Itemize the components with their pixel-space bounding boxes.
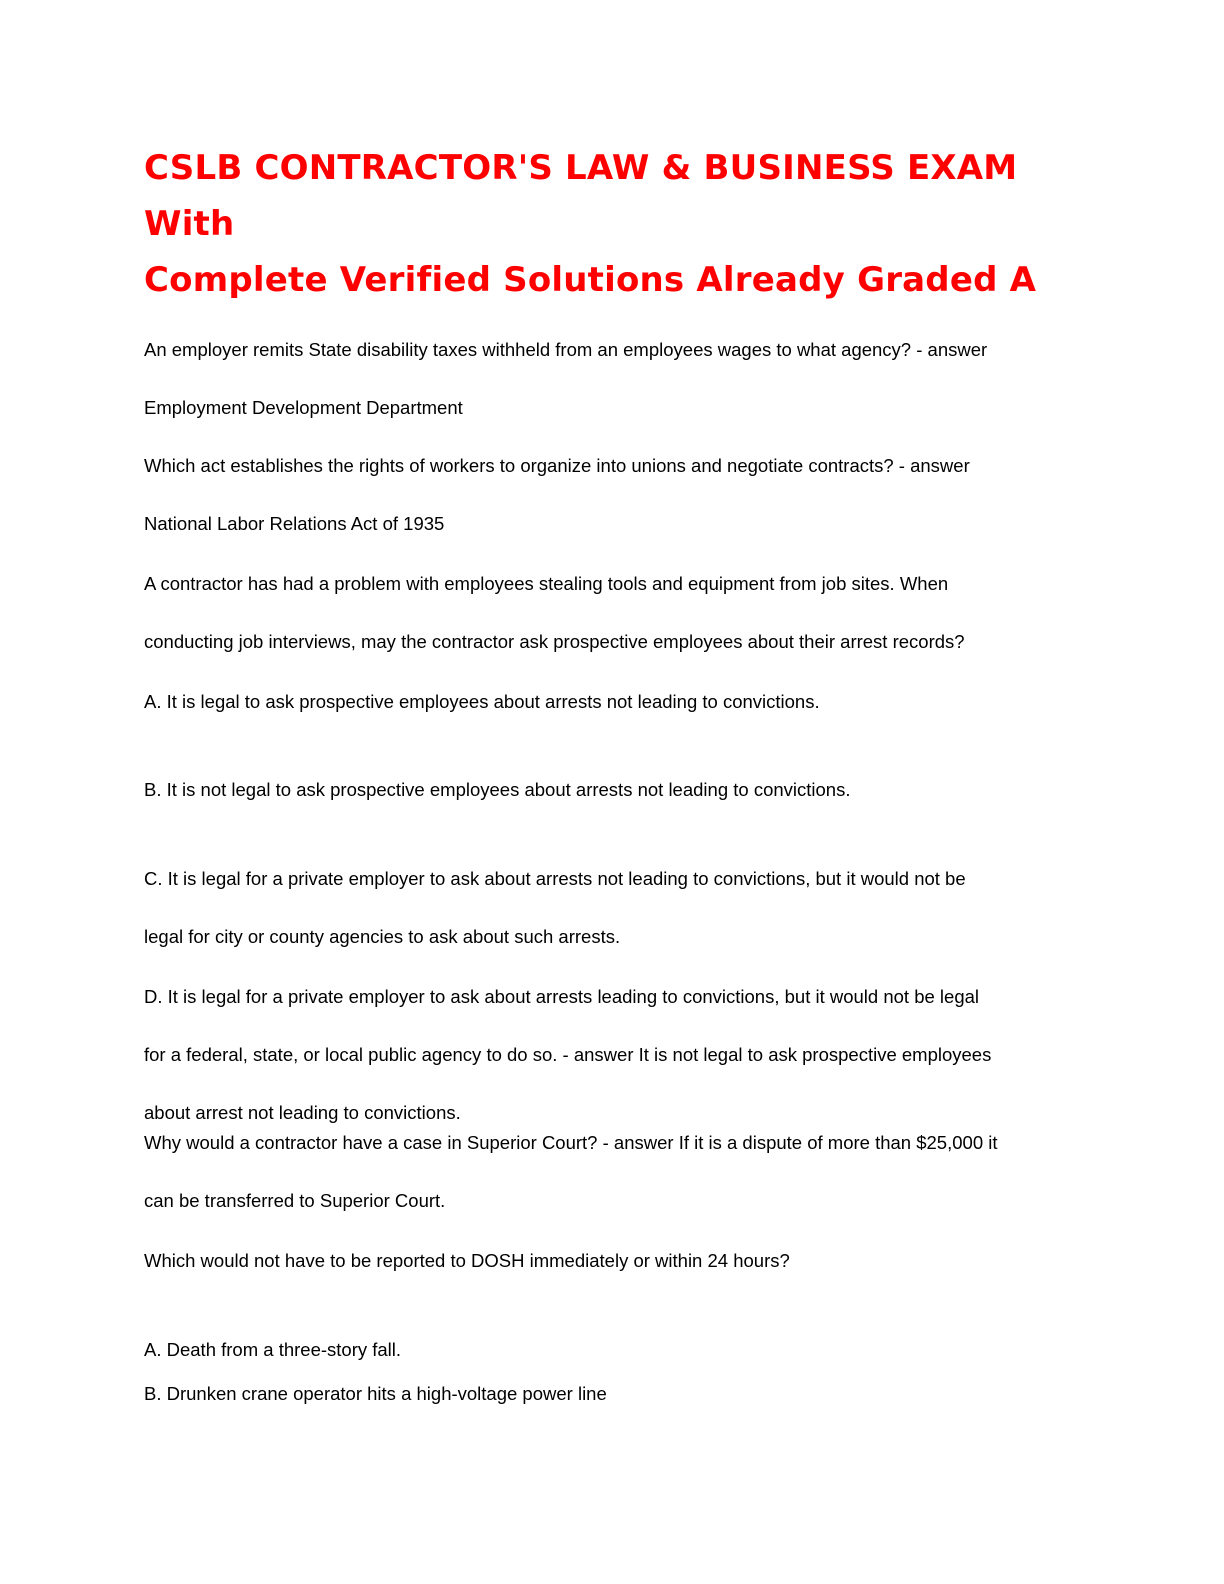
text-line: Why would a contractor have a case in Superior Court? - answer If it is a dispute of more than $25,000 it	[144, 1132, 998, 1153]
text-line: conducting job interviews, may the contractor ask prospective employees about their arrest records?	[144, 631, 965, 652]
text-line: legal for city or county agencies to ask about such arrests.	[144, 926, 621, 947]
text-line: Which act establishes the rights of workers to organize into unions and negotiate contracts? - answer	[144, 455, 970, 476]
option-b-arrests	[144, 746, 1084, 833]
text-line: B. Drunken crane operator hits a high-voltage power line	[144, 1383, 607, 1404]
text-line: Which would not have to be reported to DOSH immediately or within 24 hours?	[144, 1250, 790, 1271]
text-line: D. It is legal for a private employer to ask about arrests leading to convictions, but it would not be legal	[144, 986, 980, 1007]
question-dosh	[144, 1217, 1084, 1304]
text-line: C. It is legal for a private employer to ask about arrests not leading to convictions, but it would not be	[144, 868, 966, 889]
text-line: about arrest not leading to convictions.	[144, 1102, 461, 1123]
text-line: A contractor has had a problem with employees stealing tools and equipment from job sites. When	[144, 573, 949, 594]
title-line-2: Complete Verified Solutions Already Graded A	[144, 260, 1037, 300]
title-line-1: CSLB CONTRACTOR'S LAW & BUSINESS EXAM With	[144, 148, 1018, 244]
text-line: Employment Development Department	[144, 397, 463, 418]
option-a-arrests	[144, 658, 1084, 745]
text-line: can be transferred to Superior Court.	[144, 1190, 446, 1211]
document-title	[144, 140, 1104, 308]
text-line: for a federal, state, or local public agency to do so. - answer It is not legal to ask prospective employees	[144, 1044, 992, 1065]
text-line: B. It is not legal to ask prospective employees about arrests not leading to convictions.	[144, 779, 851, 800]
option-b-dosh	[144, 1350, 1084, 1437]
text-line: A. It is legal to ask prospective employees about arrests not leading to convictions.	[144, 691, 820, 712]
text-line: An employer remits State disability taxes withheld from an employees wages to what agency? - answer	[144, 339, 988, 360]
text-line: National Labor Relations Act of 1935	[144, 513, 445, 534]
text-line: A. Death from a three-story fall.	[144, 1339, 402, 1360]
